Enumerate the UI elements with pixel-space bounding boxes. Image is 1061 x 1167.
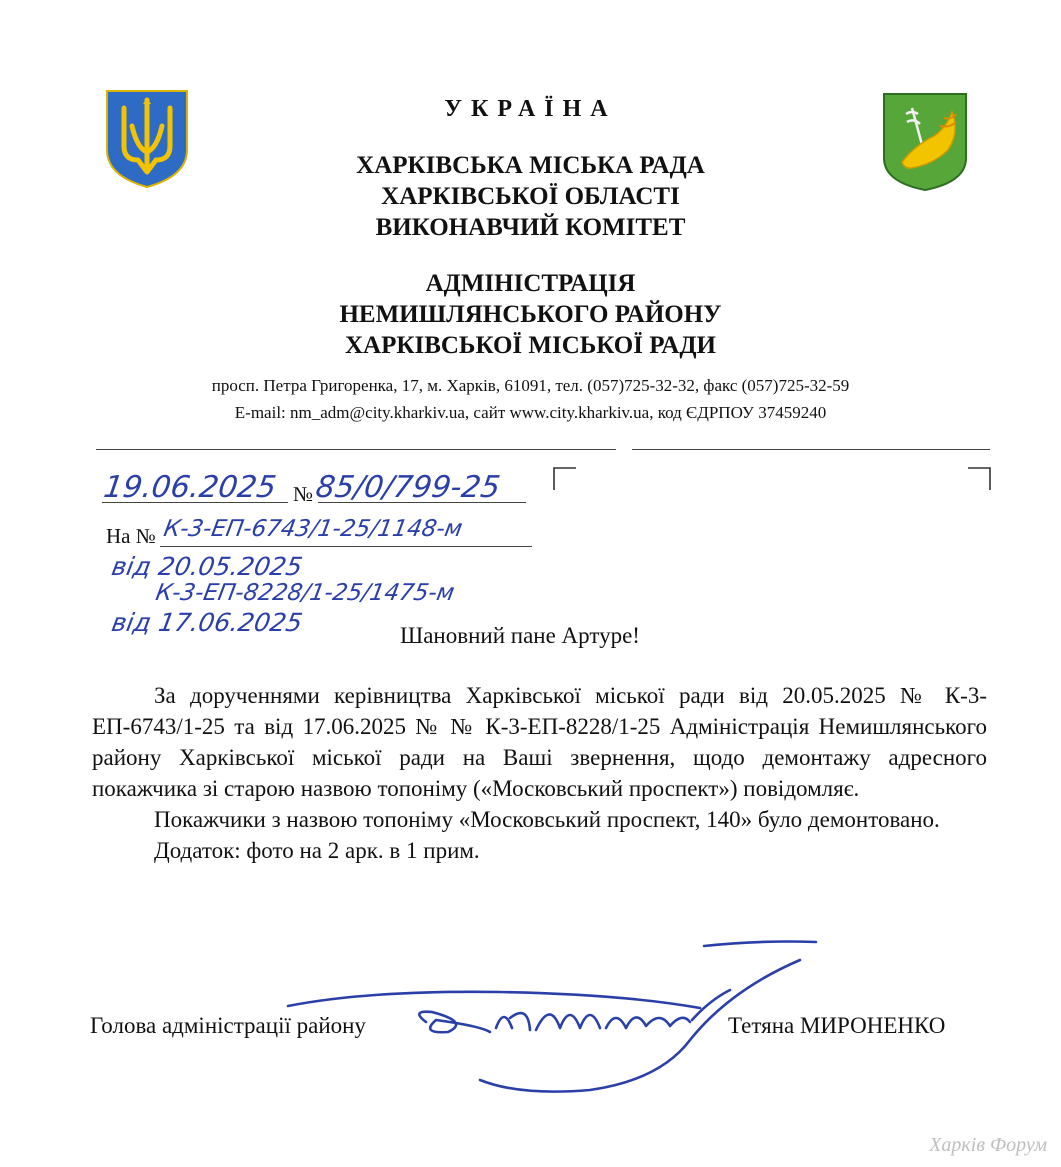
recipient-corner-right [966,466,992,492]
admin-line: АДМІНІСТРАЦІЯ [425,270,636,297]
address-line: просп. Петра Григоренка, 17, м. Харків, 61091, тел. (057)725-32-32, факс (057)725-32-59 [211,376,850,395]
outgoing-date: 19.06.2025 [101,470,279,505]
handwritten-signature-icon [260,930,820,1100]
ref1-date: від 20.05.2025 [109,552,305,581]
ref2-date: від 17.06.2025 [109,608,305,637]
ref-underline [160,546,532,547]
date-underline [102,502,288,503]
administration-block [0,268,1061,361]
header-divider-right [632,449,990,450]
number-underline [318,502,526,503]
letter-body [92,680,987,866]
email-line: E-mail: nm_adm@city.kharkiv.ua, сайт www.city.kharkiv.ua, код ЄДРПОУ 37459240 [234,403,827,422]
recipient-corner-left [552,466,578,492]
contacts-block [0,372,1061,426]
admin-line: ХАРКІВСЬКОЇ МІСЬКОЇ РАДИ [344,332,717,359]
council-line: ХАРКІВСЬКА МІСЬКА РАДА [356,152,705,179]
council-line: ВИКОНАВЧИЙ КОМІТЕТ [375,214,686,241]
admin-line: НЕМИШЛЯНСЬКОГО РАЙОНУ [339,301,722,328]
header-divider-left [96,449,616,450]
ref1-number: К-3-ЕП-6743/1-25/1148-м [161,516,465,542]
signer-name: Тетяна МИРОНЕНКО [728,1013,946,1038]
reply-prefix: На № [106,524,156,548]
ref2-number: К-3-ЕП-8228/1-25/1475-м [153,580,457,606]
paragraph: Покажчики з назвою топоніму «Московський проспект, 140» було демонтовано. [154,807,940,832]
council-line: ХАРКІВСЬКОЇ ОБЛАСТІ [381,183,680,210]
outgoing-number: 85/0/799-25 [313,470,503,505]
council-block [0,150,1061,243]
greeting: Шановний пане Артуре! [400,623,640,648]
paragraph: За дорученнями керівництва Харківської міської ради від 20.05.2025 № К-3-ЕП-6743/1-25 та від 17.06.2025 № № К-3-ЕП-8228/1-25 Адміністрація Немишлянського району Харківської міської ради на Ваші звернення, щодо демонтажу адресного покажчика зі старою назвою топоніму («Московський проспект») повідомляє. [92,683,987,801]
number-sign: № [293,482,314,506]
signer-position: Голова адміністрації району [90,1013,366,1038]
watermark: Харків Форум [929,1134,1047,1156]
country-heading: УКРАЇНА [444,96,617,122]
paragraph: Додаток: фото на 2 арк. в 1 прим. [154,838,480,863]
